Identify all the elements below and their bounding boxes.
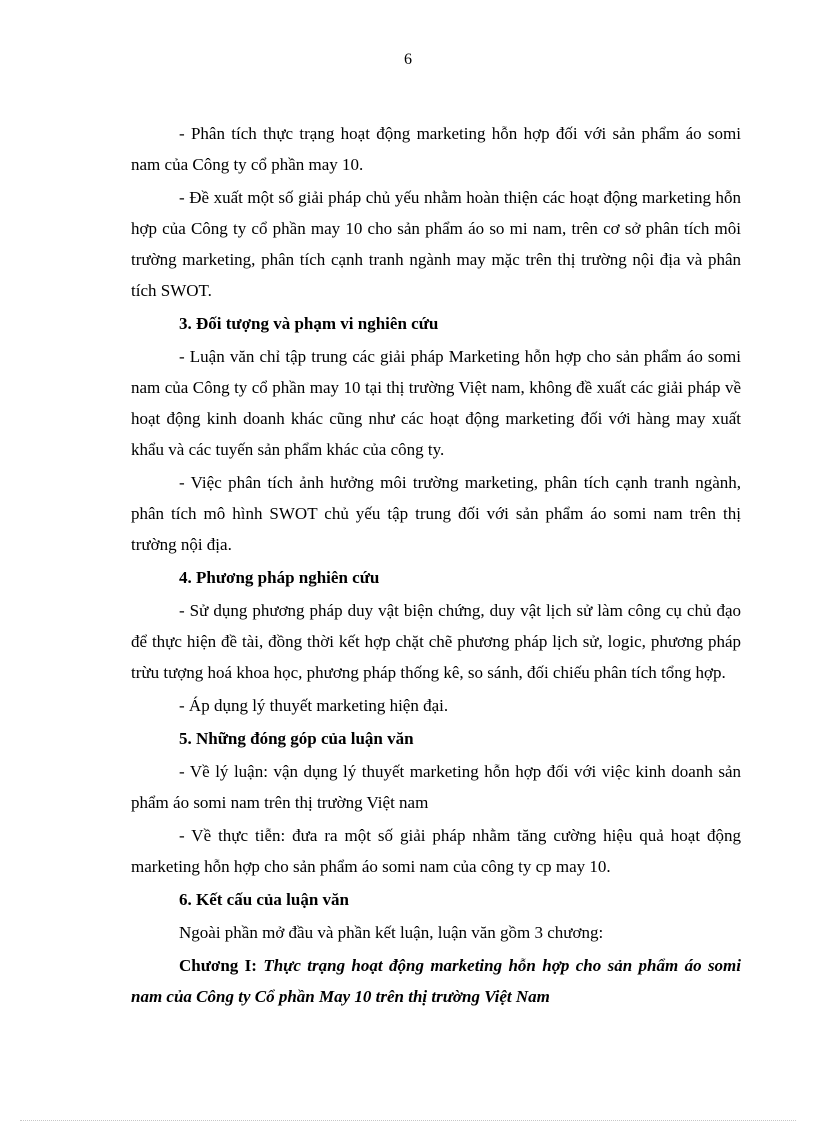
chapter-entry — [131, 950, 741, 1012]
page-bottom-rule — [20, 1120, 796, 1121]
paragraph: - Áp dụng lý thuyết marketing hiện đại. — [179, 696, 449, 715]
document-body — [131, 118, 741, 1012]
paragraph: Ngoài phần mở đầu và phần kết luận, luận văn gồm 3 chương: — [179, 923, 604, 942]
paragraph: - Luận văn chỉ tập trung các giải pháp Marketing hỗn hợp cho sản phẩm áo somi nam của Công ty cổ phần may 10 tại thị trường Việt nam, không đề xuất các giải pháp về hoạt động kinh doanh khác cũng như các hoạt động marketing đối với hàng may xuất khẩu và các tuyến sản phẩm khác của công ty. — [131, 347, 741, 459]
paragraph: - Về lý luận: vận dụng lý thuyết marketing hỗn hợp đối với việc kinh doanh sản phẩm áo somi nam trên thị trường Việt nam — [131, 762, 741, 812]
section-heading-4: 4. Phương pháp nghiên cứu — [179, 568, 380, 587]
paragraph: - Sử dụng phương pháp duy vật biện chứng, duy vật lịch sử làm công cụ chủ đạo để thực hiện đề tài, đồng thời kết hợp chặt chẽ phương pháp lịch sử, logic, phương pháp trừu tượng hoá khoa học, phương pháp thống kê, so sánh, đối chiếu phân tích tổng hợp. — [131, 601, 741, 682]
section-heading-6: 6. Kết cấu của luận văn — [179, 890, 350, 909]
paragraph: - Phân tích thực trạng hoạt động marketing hỗn hợp đối với sản phẩm áo somi nam của Công ty cổ phần may 10. — [131, 124, 741, 174]
section-heading-5: 5. Những đóng góp của luận văn — [179, 729, 414, 748]
paragraph: - Đề xuất một số giải pháp chủ yếu nhằm hoàn thiện các hoạt động marketing hỗn hợp của Công ty cổ phần may 10 cho sản phẩm áo so mi nam, trên cơ sở phân tích môi trường marketing, phân tích cạnh tranh ngành may mặc trên thị trường nội địa và phân tích SWOT. — [131, 188, 741, 300]
page-number: 6 — [404, 51, 412, 68]
chapter-label: Chương I: — [179, 956, 264, 975]
chapter-title: Thực trạng hoạt động marketing hỗn hợp cho sản phẩm áo somi nam của Công ty Cổ phần May 10 trên thị trường Việt Nam — [131, 956, 742, 1006]
paragraph: - Về thực tiễn: đưa ra một số giải pháp nhằm tăng cường hiệu quả hoạt động marketing hỗn hợp cho sản phẩm áo somi nam của công ty cp may 10. — [131, 826, 741, 876]
paragraph: - Việc phân tích ảnh hưởng môi trường marketing, phân tích cạnh tranh ngành, phân tích mô hình SWOT chủ yếu tập trung đối với sản phẩm áo somi nam trên thị trường nội địa. — [131, 473, 741, 554]
section-heading-3: 3. Đối tượng và phạm vi nghiên cứu — [179, 314, 439, 333]
